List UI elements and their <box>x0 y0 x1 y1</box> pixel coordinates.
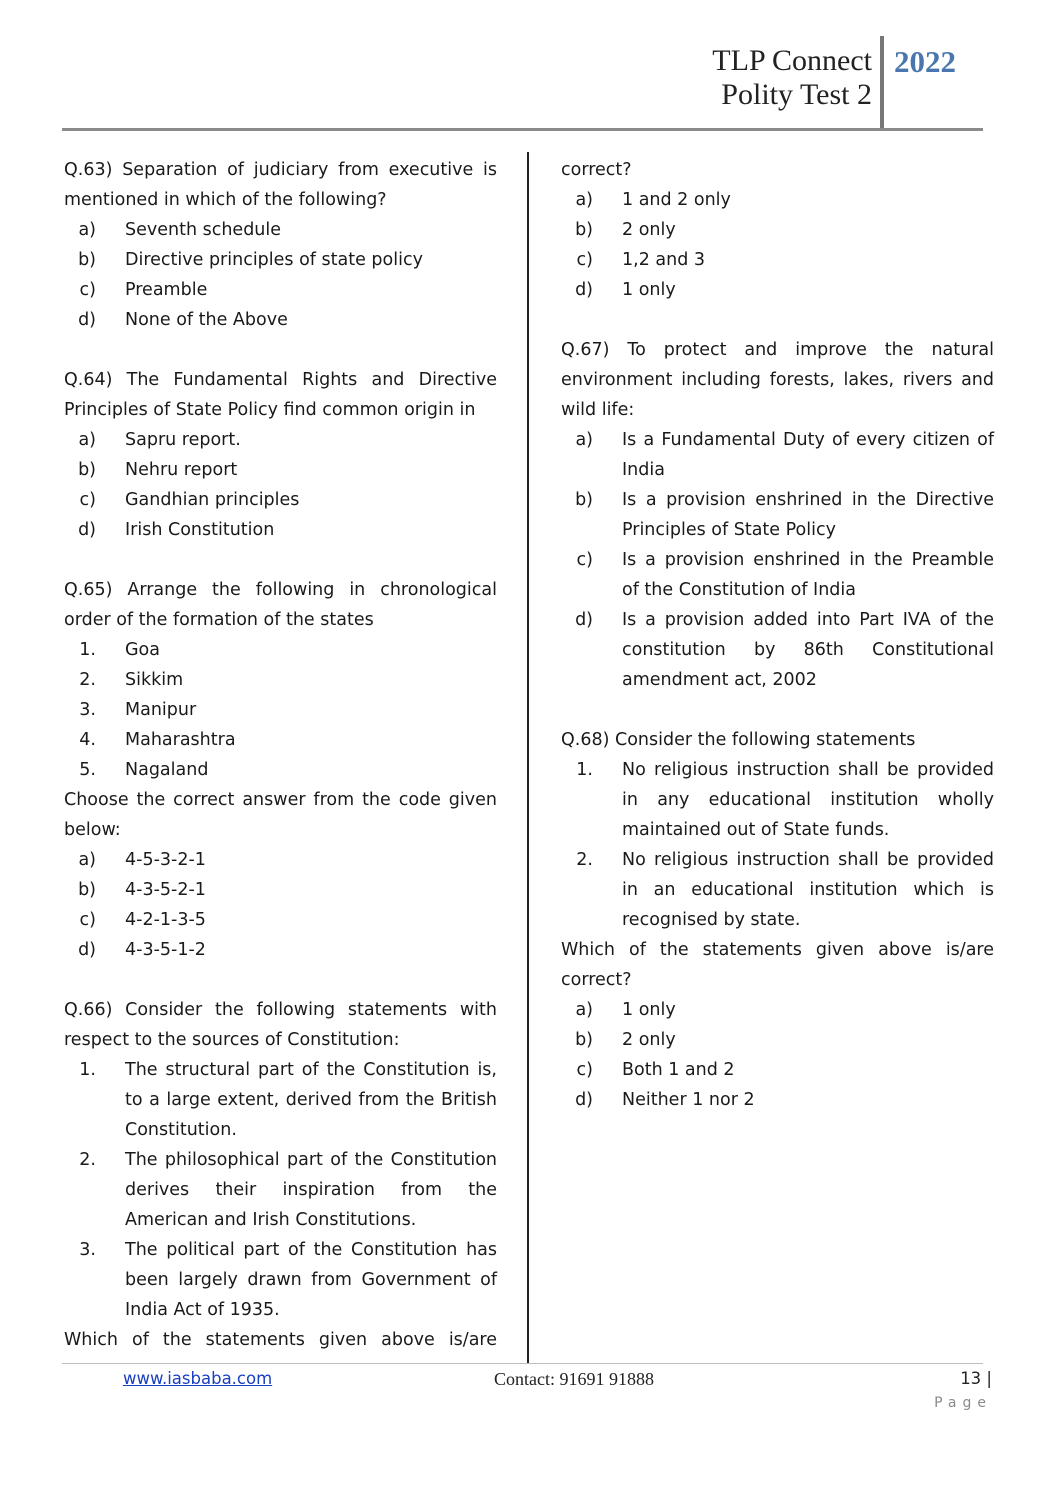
question-64 <box>64 365 497 545</box>
question-prompt: Which of the statements given above is/are <box>64 1330 497 1350</box>
option-b: b) Is a provision enshrined in the Directive Principles of State Policy <box>575 490 994 540</box>
title-line-2: Polity Test 2 <box>721 78 872 111</box>
option-a: a) 4-5-3-2-1 <box>78 850 206 870</box>
list-item: 1. Goa <box>79 640 160 660</box>
list-item: 5. Nagaland <box>79 760 209 780</box>
option-b: b) Nehru report <box>78 460 238 480</box>
option-d: d) Is a provision added into Part IVA of the constitution by 86th Constitutional amendment act, 2002 <box>575 610 994 690</box>
option-d: d) Neither 1 nor 2 <box>575 1090 755 1110</box>
question-stem: Q.64) The Fundamental Rights and Directive Principles of State Policy find common origin in <box>64 370 497 420</box>
option-a: a) Seventh schedule <box>78 220 282 240</box>
question-prompt: Which of the statements given above is/are correct? <box>561 940 994 990</box>
question-stem: Q.66) Consider the following statements with respect to the sources of Constitution: <box>64 1000 497 1050</box>
question-65 <box>64 575 497 965</box>
list-item: 2. The philosophical part of the Constitution derives their inspiration from the American and Irish Constitutions. <box>79 1150 497 1230</box>
question-instruction: Choose the correct answer from the code given below: <box>64 790 497 840</box>
option-c: c) Both 1 and 2 <box>576 1060 735 1080</box>
option-b: b) Directive principles of state policy <box>78 250 423 270</box>
website-link[interactable]: www.iasbaba.com <box>123 1369 273 1388</box>
option-c: c) Preamble <box>79 280 208 300</box>
left-column <box>64 155 497 1355</box>
right-column <box>561 155 994 1115</box>
contact-info: Contact: 91691 91888 <box>494 1369 654 1389</box>
question-stem: Q.67) To protect and improve the natural environment including forests, lakes, rivers and wild life: <box>561 340 994 420</box>
list-item: 3. The political part of the Constitution has been largely drawn from Government of India Act of 1935. <box>79 1240 497 1320</box>
footer-rule <box>62 1363 983 1364</box>
column-divider <box>527 152 529 1364</box>
question-67 <box>561 335 994 695</box>
option-d: d) None of the Above <box>78 310 288 330</box>
option-d: d) 1 only <box>575 280 676 300</box>
list-item: 2. No religious instruction shall be provided in an educational institution which is recognised by state. <box>576 850 994 930</box>
option-b: b) 4-3-5-2-1 <box>78 880 206 900</box>
list-item: 4. Maharashtra <box>79 730 236 750</box>
option-c: c) Is a provision enshrined in the Preamble of the Constitution of India <box>576 550 994 600</box>
option-b: b) 2 only <box>575 220 676 240</box>
list-item: 1. The structural part of the Constitution is, to a large extent, derived from the British Constitution. <box>79 1060 497 1140</box>
option-a: a) Sapru report. <box>78 430 241 450</box>
option-b: b) 2 only <box>575 1030 676 1050</box>
option-c: c) 4-2-1-3-5 <box>79 910 206 930</box>
page-number: 13 | <box>960 1369 992 1388</box>
page-label: Page <box>934 1395 992 1411</box>
header-rule <box>62 128 983 131</box>
document-year: 2022 <box>894 44 956 79</box>
option-a: a) 1 and 2 only <box>575 190 731 210</box>
option-c: c) Gandhian principles <box>79 490 300 510</box>
option-d: d) Irish Constitution <box>78 520 275 540</box>
question-stem: Q.68) Consider the following statements <box>561 730 916 750</box>
document-title <box>712 44 872 112</box>
option-a: a) 1 only <box>575 1000 676 1020</box>
list-item: 3. Manipur <box>79 700 197 720</box>
question-68 <box>561 725 994 1115</box>
header-divider <box>880 36 884 130</box>
question-63 <box>64 155 497 335</box>
list-item: 2. Sikkim <box>79 670 184 690</box>
list-item: 1. No religious instruction shall be provided in any educational institution wholly maintained out of State funds. <box>576 760 994 840</box>
question-stem: Q.63) Separation of judiciary from executive is mentioned in which of the following? <box>64 160 497 210</box>
option-a: a) Is a Fundamental Duty of every citizen of India <box>575 430 994 480</box>
option-d: d) 4-3-5-1-2 <box>78 940 206 960</box>
option-c: c) 1,2 and 3 <box>576 250 706 270</box>
question-66-continued <box>561 155 994 305</box>
question-stem: Q.65) Arrange the following in chronological order of the formation of the states <box>64 580 497 630</box>
title-line-1: TLP Connect <box>712 44 872 77</box>
question-66 <box>64 995 497 1355</box>
question-prompt-continued: correct? <box>561 160 632 180</box>
